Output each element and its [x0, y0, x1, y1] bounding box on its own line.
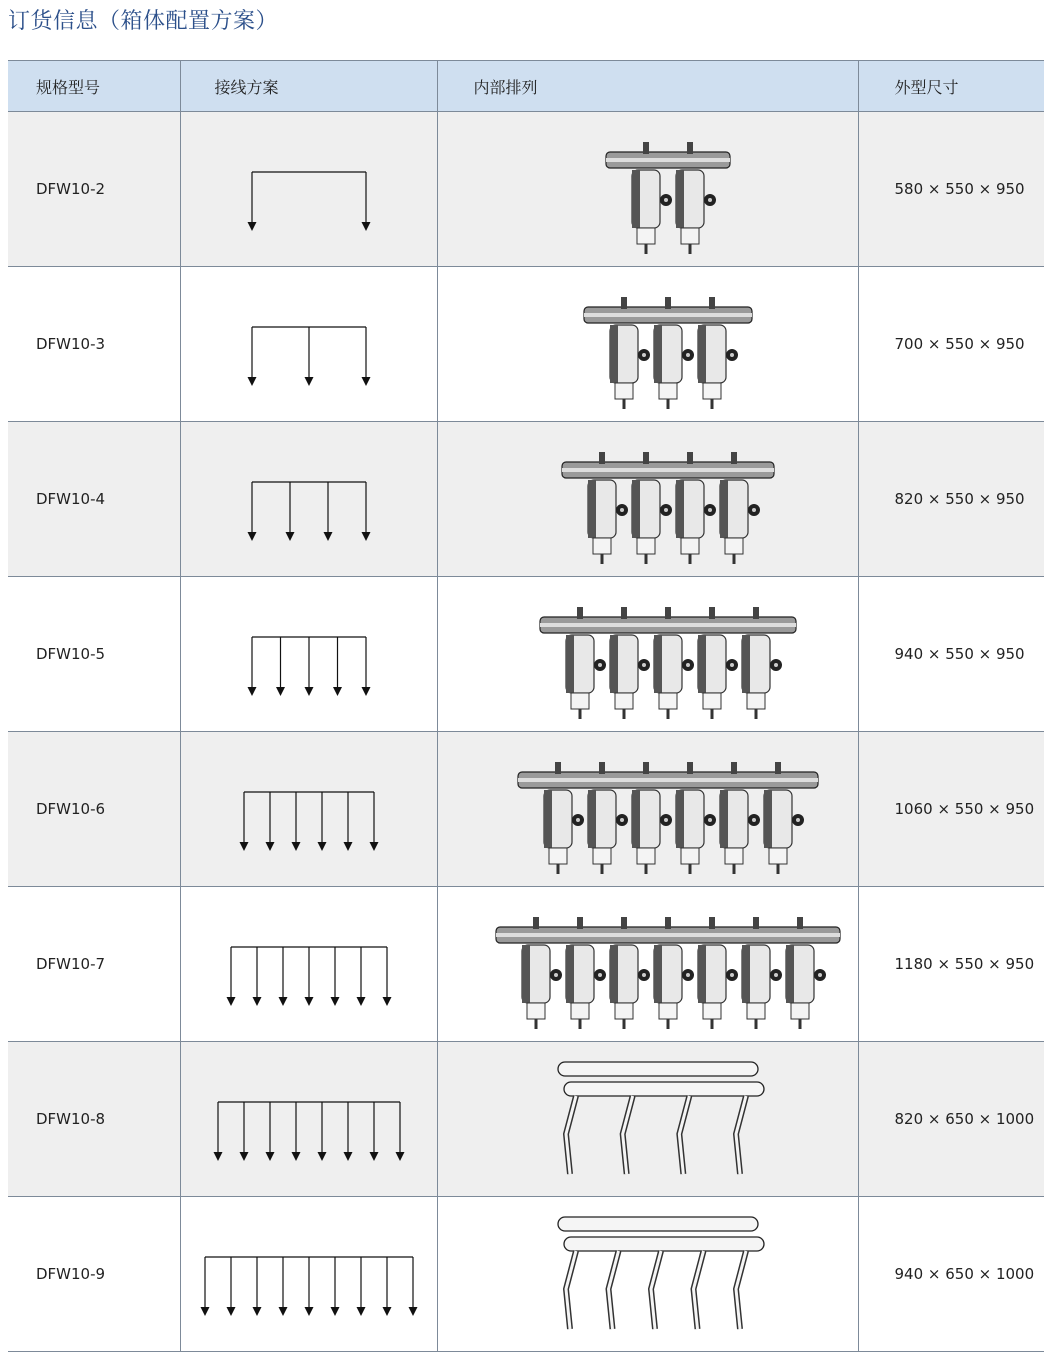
- branch-arrow: [323, 532, 332, 541]
- wiring-cell: [180, 887, 437, 1042]
- branch-arrow: [226, 1307, 235, 1316]
- bushing-unit: [654, 635, 694, 719]
- terminal-post: [709, 297, 715, 309]
- branch-arrow: [361, 687, 370, 696]
- branch-arrow: [369, 1152, 378, 1161]
- busbar: [562, 462, 774, 478]
- model-label: DFW10-3: [36, 335, 106, 353]
- branch-arrow: [382, 997, 391, 1006]
- layout-cell: [437, 732, 858, 887]
- size-cell: [858, 1197, 1044, 1352]
- terminal-post: [709, 607, 715, 619]
- size-cell: [858, 577, 1044, 732]
- layout-cell: [437, 267, 858, 422]
- terminal-post: [665, 607, 671, 619]
- branch-arrow: [361, 222, 370, 231]
- branch-arrow: [278, 1307, 287, 1316]
- branch-arrow: [356, 997, 365, 1006]
- terminal-post: [621, 297, 627, 309]
- wiring-diagram: [184, 579, 434, 729]
- branch-arrow: [252, 1307, 261, 1316]
- internal-layout-drawing: [448, 1044, 848, 1194]
- terminal-post: [753, 607, 759, 619]
- model-cell: [8, 422, 180, 577]
- bushing-unit: [786, 945, 826, 1029]
- size-cell: [858, 1042, 1044, 1197]
- terminal-post: [621, 607, 627, 619]
- model-cell: [8, 1197, 180, 1352]
- terminal-post: [797, 917, 803, 929]
- internal-layout-drawing: [448, 1199, 848, 1349]
- branch-arrow: [304, 997, 313, 1006]
- table-header-row: [8, 61, 1044, 112]
- layout-cell: [437, 577, 858, 732]
- branch-arrow: [265, 1152, 274, 1161]
- branch-arrow: [239, 842, 248, 851]
- layout-cell: [437, 112, 858, 267]
- layout-cell: [437, 887, 858, 1042]
- terminal-post: [577, 607, 583, 619]
- table-row: [8, 732, 1044, 887]
- wiring-cell: [180, 1042, 437, 1197]
- branch-arrow: [200, 1307, 209, 1316]
- bushing-unit: [742, 635, 782, 719]
- layout-cell: [437, 1042, 858, 1197]
- size-label: 580 × 550 × 950: [894, 180, 1025, 198]
- bushing-unit: [566, 945, 606, 1029]
- branch-arrow: [265, 842, 274, 851]
- size-cell: [858, 887, 1044, 1042]
- page-title: 订货信息（箱体配置方案）: [8, 9, 279, 34]
- perspective-assembly: [558, 1217, 764, 1329]
- branch-arrow: [304, 687, 313, 696]
- model-cell: [8, 267, 180, 422]
- branch-arrow: [330, 1307, 339, 1316]
- bushing-unit: [588, 480, 628, 564]
- branch-arrow: [213, 1152, 222, 1161]
- table-row: [8, 887, 1044, 1042]
- model-cell: [8, 1042, 180, 1197]
- busbar: [606, 152, 730, 168]
- bushing-unit: [720, 480, 760, 564]
- internal-layout-drawing: [448, 889, 848, 1039]
- busbar-rear: [558, 1062, 758, 1076]
- terminal-post: [731, 762, 737, 774]
- bushing-unit: [610, 325, 650, 409]
- branch-arrow: [330, 997, 339, 1006]
- internal-layout-drawing: [448, 734, 848, 884]
- bushing-unit: [632, 790, 672, 874]
- bushing-unit: [654, 945, 694, 1029]
- wiring-diagram: [184, 114, 434, 264]
- branch-arrow: [276, 687, 285, 696]
- bushing-unit: [588, 790, 628, 874]
- table-row: [8, 1042, 1044, 1197]
- ordering-table: [8, 60, 1044, 1352]
- size-label: 940 × 650 × 1000: [894, 1265, 1035, 1283]
- terminal-post: [775, 762, 781, 774]
- branch-arrow: [226, 997, 235, 1006]
- terminal-post: [643, 142, 649, 154]
- branch-arrow: [291, 1152, 300, 1161]
- busbar: [518, 772, 818, 788]
- perspective-assembly: [558, 1062, 764, 1174]
- header-model: 规格型号: [8, 61, 180, 112]
- header-layout: 内部排列: [437, 61, 858, 112]
- table-row: [8, 1197, 1044, 1352]
- size-label: 820 × 550 × 950: [894, 490, 1025, 508]
- branch-arrow: [247, 532, 256, 541]
- size-cell: [858, 112, 1044, 267]
- wiring-cell: [180, 1197, 437, 1352]
- size-label: 940 × 550 × 950: [894, 645, 1025, 663]
- terminal-post: [687, 142, 693, 154]
- branch-arrow: [343, 1152, 352, 1161]
- busbar: [584, 307, 752, 323]
- branch-arrow: [317, 1152, 326, 1161]
- branch-arrow: [408, 1307, 417, 1316]
- bushing-unit: [720, 790, 760, 874]
- busbar-front: [564, 1082, 764, 1096]
- branch-arrow: [252, 997, 261, 1006]
- branch-arrow: [361, 377, 370, 386]
- branch-arrow: [247, 377, 256, 386]
- model-label: DFW10-6: [36, 800, 106, 818]
- size-label: 820 × 650 × 1000: [894, 1110, 1035, 1128]
- wiring-diagram: [184, 734, 434, 884]
- layout-cell: [437, 422, 858, 577]
- busbar-front: [564, 1237, 764, 1251]
- layout-cell: [437, 1197, 858, 1352]
- size-label: 1060 × 550 × 950: [894, 800, 1035, 818]
- internal-layout-drawing: [448, 424, 848, 574]
- branch-arrow: [239, 1152, 248, 1161]
- bushing-unit: [632, 170, 672, 254]
- terminal-post: [599, 452, 605, 464]
- bushing-unit: [610, 945, 650, 1029]
- bushing-unit: [632, 480, 672, 564]
- bushing-unit: [698, 325, 738, 409]
- model-label: DFW10-9: [36, 1265, 106, 1283]
- bushing-unit: [742, 945, 782, 1029]
- size-label: 1180 × 550 × 950: [894, 955, 1035, 973]
- branch-arrow: [291, 842, 300, 851]
- branch-arrow: [247, 222, 256, 231]
- branch-arrow: [395, 1152, 404, 1161]
- terminal-post: [731, 452, 737, 464]
- terminal-post: [687, 452, 693, 464]
- busbar: [540, 617, 796, 633]
- terminal-post: [665, 917, 671, 929]
- wiring-diagram: [184, 1199, 434, 1349]
- wiring-cell: [180, 112, 437, 267]
- branch-arrow: [304, 1307, 313, 1316]
- wiring-cell: [180, 422, 437, 577]
- bushing-unit: [698, 635, 738, 719]
- terminal-post: [665, 297, 671, 309]
- model-label: DFW10-2: [36, 180, 106, 198]
- header-wiring: 接线方案: [180, 61, 437, 112]
- branch-arrow: [369, 842, 378, 851]
- bushing-unit: [610, 635, 650, 719]
- branch-arrow: [278, 997, 287, 1006]
- busbar: [496, 927, 840, 943]
- bushing-unit: [522, 945, 562, 1029]
- wiring-diagram: [184, 889, 434, 1039]
- model-cell: [8, 887, 180, 1042]
- branch-arrow: [247, 687, 256, 696]
- terminal-post: [753, 917, 759, 929]
- terminal-post: [577, 917, 583, 929]
- internal-layout-drawing: [448, 269, 848, 419]
- branch-arrow: [304, 377, 313, 386]
- table-row: [8, 267, 1044, 422]
- branch-arrow: [361, 532, 370, 541]
- branch-arrow: [356, 1307, 365, 1316]
- wiring-diagram: [184, 269, 434, 419]
- model-cell: [8, 577, 180, 732]
- table-row: [8, 422, 1044, 577]
- model-cell: [8, 732, 180, 887]
- table-row: [8, 577, 1044, 732]
- bushing-unit: [566, 635, 606, 719]
- size-cell: [858, 267, 1044, 422]
- size-cell: [858, 732, 1044, 887]
- model-cell: [8, 112, 180, 267]
- wiring-cell: [180, 732, 437, 887]
- model-label: DFW10-4: [36, 490, 106, 508]
- branch-arrow: [333, 687, 342, 696]
- bushing-unit: [676, 170, 716, 254]
- model-label: DFW10-7: [36, 955, 106, 973]
- wiring-cell: [180, 267, 437, 422]
- terminal-post: [621, 917, 627, 929]
- table-row: [8, 112, 1044, 267]
- model-label: DFW10-5: [36, 645, 106, 663]
- branch-arrow: [317, 842, 326, 851]
- bushing-unit: [676, 480, 716, 564]
- terminal-post: [643, 452, 649, 464]
- bushing-unit: [764, 790, 804, 874]
- terminal-post: [533, 917, 539, 929]
- terminal-post: [555, 762, 561, 774]
- model-label: DFW10-8: [36, 1110, 106, 1128]
- branch-arrow: [382, 1307, 391, 1316]
- bushing-unit: [654, 325, 694, 409]
- bushing-unit: [676, 790, 716, 874]
- branch-arrow: [343, 842, 352, 851]
- header-size: 外型尺寸: [858, 61, 1044, 112]
- wiring-cell: [180, 577, 437, 732]
- busbar-rear: [558, 1217, 758, 1231]
- wiring-diagram: [184, 1044, 434, 1194]
- terminal-post: [709, 917, 715, 929]
- branch-arrow: [285, 532, 294, 541]
- terminal-post: [599, 762, 605, 774]
- internal-layout-drawing: [448, 579, 848, 729]
- size-label: 700 × 550 × 950: [894, 335, 1025, 353]
- wiring-diagram: [184, 424, 434, 574]
- terminal-post: [643, 762, 649, 774]
- size-cell: [858, 422, 1044, 577]
- bushing-unit: [698, 945, 738, 1029]
- terminal-post: [687, 762, 693, 774]
- internal-layout-drawing: [448, 114, 848, 264]
- bushing-unit: [544, 790, 584, 874]
